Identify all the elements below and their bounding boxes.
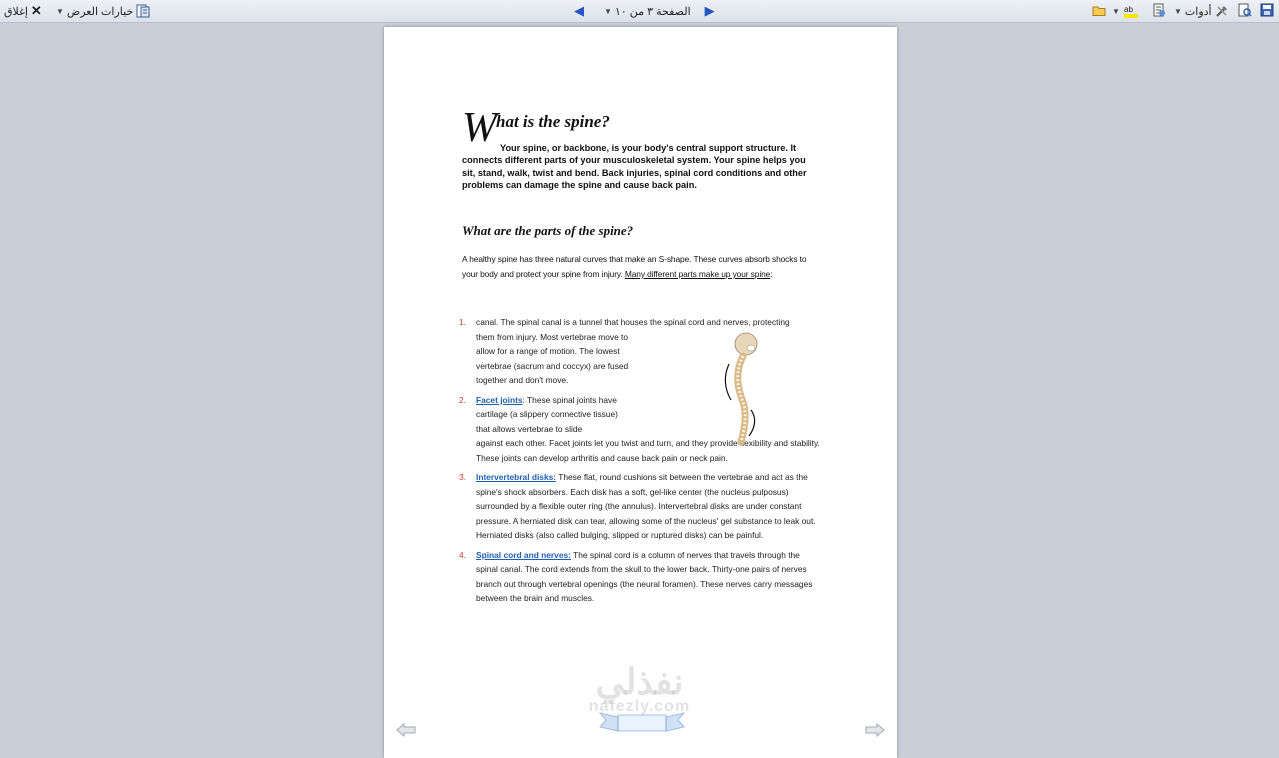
close-icon: ✕	[30, 3, 42, 18]
tools-menu[interactable]	[1174, 3, 1229, 19]
list-number: 2.	[459, 394, 466, 405]
chevron-down-icon: ▼	[1174, 6, 1182, 16]
list-item-text-b: them from injury. Most vertebrae move to allow for a range of motion. The lowest vertebrae (sacrum and coccyx) are fused together and don't move.	[476, 331, 629, 385]
tools-icon	[1215, 4, 1229, 18]
view-options-icon	[136, 4, 150, 18]
watermark-latin: nafezly.com	[588, 698, 691, 715]
track-changes-icon[interactable]	[1152, 3, 1166, 17]
list-item-text-a: canal. The spinal canal is a tunnel that houses the spinal cord and nerves, protecting	[476, 317, 790, 327]
watermark-ribbon-icon	[598, 707, 686, 737]
svg-text:ab: ab	[1123, 5, 1133, 14]
list-number: 4.	[459, 549, 466, 560]
body-paragraph	[462, 252, 820, 282]
title-text: hat is the spine?	[496, 112, 610, 131]
search-doc-icon[interactable]	[1238, 3, 1252, 17]
close-button[interactable]	[4, 3, 42, 19]
page-navigator	[574, 3, 715, 19]
body-text-start: A healthy spine has three natural curves that make an S-shape. These curves absorb shocks to your body and protect your spine from injury.	[462, 254, 807, 279]
list-item	[459, 393, 821, 466]
chevron-down-icon: ▼	[56, 6, 64, 16]
list-item	[459, 548, 821, 606]
title-dropcap: W	[462, 105, 497, 151]
list-item	[459, 315, 821, 388]
list-number: 1.	[459, 317, 466, 327]
list-item-text-b: against each other. Facet joints let you twist and turn, and they provide flexibility and stability. These joints can develop arthritis and cause back pain or neck pain.	[476, 438, 820, 463]
parts-list	[459, 315, 821, 611]
view-options-label: خيارات العرض	[66, 5, 134, 18]
page-next-icon[interactable]: ▶	[704, 3, 715, 18]
intro-paragraph: Your spine, or backbone, is your body's central support structure. It connects different parts of your musculoskeletal system. Your spine helps you sit, stand, walk, twist and bend. Back injuries, spinal cord conditions and other problems can damage the spine and cause back pain.	[462, 143, 807, 191]
section-heading: What are the parts of the spine?	[462, 223, 634, 238]
close-button-label: إغلاق	[4, 5, 28, 18]
highlight-button[interactable]	[1112, 3, 1139, 19]
page-prev-icon[interactable]: ◀	[574, 3, 584, 18]
body-text-end: :	[770, 269, 773, 279]
body-underlined-text: Many different parts make up your spine	[624, 269, 771, 279]
save-icon[interactable]	[1260, 3, 1274, 17]
list-term-link[interactable]: Facet joints	[476, 394, 523, 405]
view-options-button[interactable]	[56, 3, 150, 19]
list-item-text-a: : These spinal joints have cartilage (a slippery connective tissue) that allows vertebrae to slide	[476, 394, 618, 434]
reading-toolbar	[0, 0, 1279, 23]
document-page	[384, 27, 897, 758]
page-dropdown-icon[interactable]: ▼	[604, 6, 612, 16]
list-item-text-a: These flat, round cushions sit between the vertebrae and act as the spine's shock absorbers. Each disk has a soft, gel-like center (the nucleus pulposus) surrounded by a flexible outer ring (the annulus). Intervertebral disks are under constant pressure. A herniated disk can tear, allowing some of the nucleus' gel substance to leak out. Herniated disks (also called bulging, slipped or ruptured disks) can be painful.	[476, 472, 816, 540]
folder-icon[interactable]	[1092, 3, 1106, 17]
next-page-arrow-icon[interactable]	[865, 723, 885, 737]
highlight-icon	[1123, 3, 1139, 19]
list-term-link[interactable]: Spinal cord and nerves:	[476, 549, 571, 560]
watermark-arabic: نفذلي	[595, 661, 684, 702]
chevron-down-icon: ▼	[1112, 6, 1120, 16]
list-number: 3.	[459, 472, 466, 482]
prev-page-arrow-icon[interactable]	[396, 723, 416, 737]
list-item	[459, 470, 821, 543]
list-term-link[interactable]: Intervertebral disks:	[476, 472, 557, 482]
page-indicator[interactable]: الصفحة ٣ من ١٠	[614, 5, 691, 18]
list-item-text-a: The spinal cord is a column of nerves that travels through the spinal canal. The cord extends from the skull to the lower back. Thirty-one pairs of nerves branch out through vertebral openings (the neural foramen). These nerves carry messages between the brain and muscles.	[476, 549, 813, 603]
spine-image	[719, 332, 769, 452]
tools-label: أدوات	[1184, 5, 1212, 18]
